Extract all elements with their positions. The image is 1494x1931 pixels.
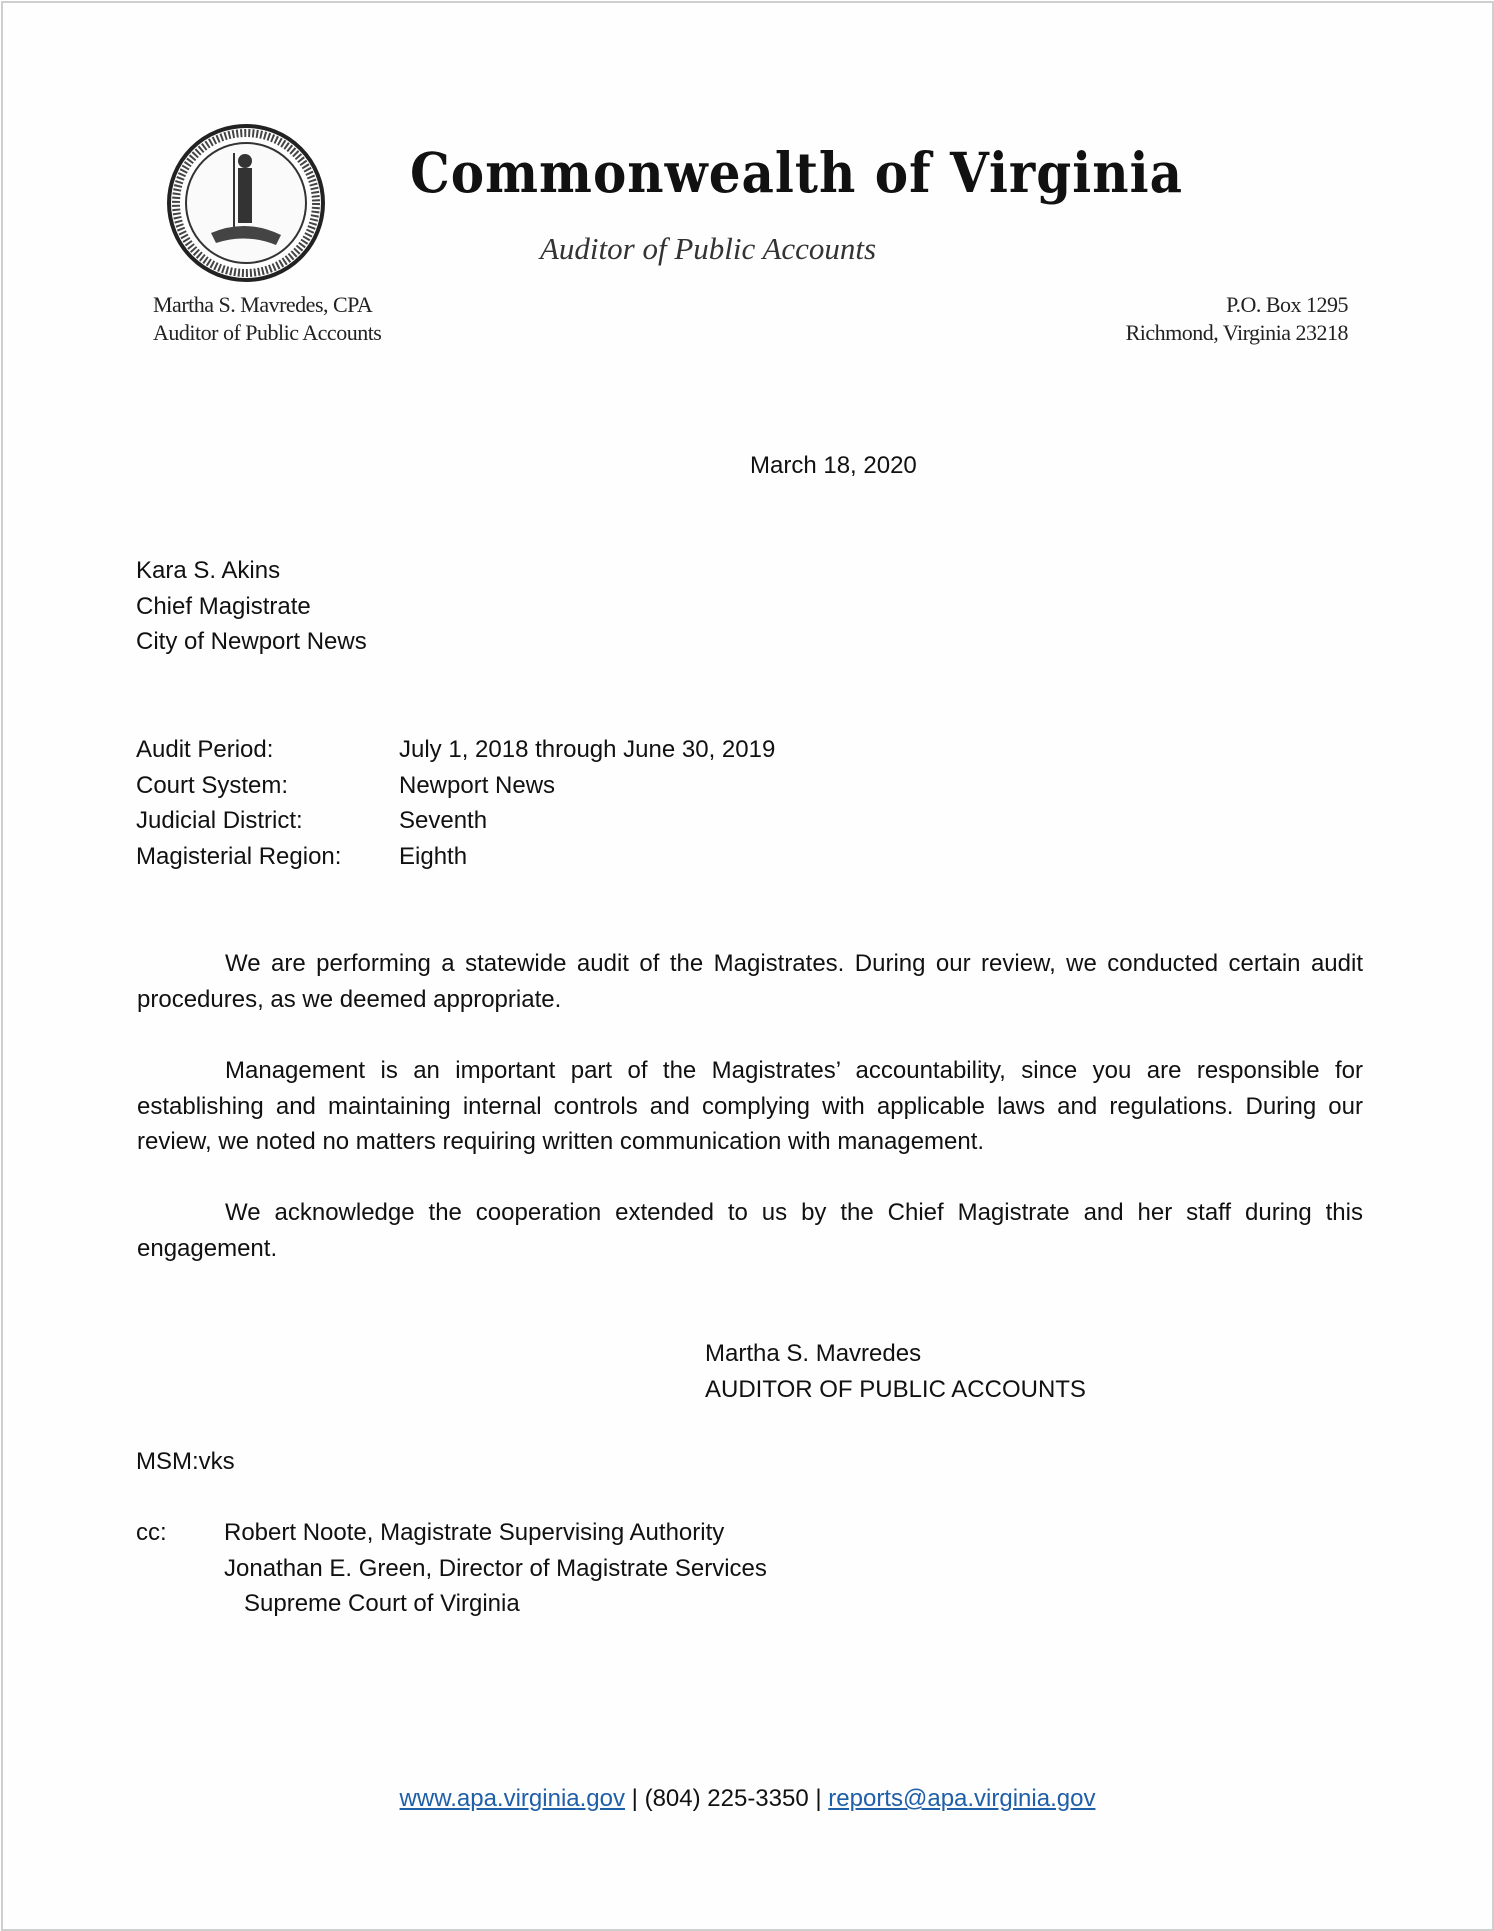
recipient-block [136, 553, 367, 660]
cc-list [224, 1515, 767, 1622]
body-paragraph: We are performing a statewide audit of the Magistrates. During our review, we conducted certain audit procedures, as we deemed appropriate. [137, 950, 1363, 1013]
auditor-name: Martha S. Mavredes, CPA [153, 292, 373, 317]
cc-line: Jonathan E. Green, Director of Magistrate Services [224, 1554, 767, 1582]
footer-separator: | [815, 1785, 822, 1812]
phone-number: (804) 225-3350 [644, 1785, 809, 1812]
detail-value: Eighth [399, 843, 468, 871]
detail-value: Seventh [399, 807, 488, 835]
detail-label: Court System: [136, 771, 289, 799]
detail-label: Audit Period: [136, 736, 274, 763]
detail-row [136, 768, 775, 804]
typist-initials: MSM:vks [136, 1448, 235, 1475]
detail-row [136, 732, 775, 768]
footer-separator: | [631, 1785, 638, 1812]
signer-title: AUDITOR OF PUBLIC ACCOUNTS [705, 1375, 1086, 1403]
recipient-location: City of Newport News [136, 628, 367, 656]
auditor-title: Auditor of Public Accounts [153, 320, 382, 345]
letter-date: March 18, 2020 [750, 452, 917, 479]
cc-line: Supreme Court of Virginia [244, 1590, 520, 1618]
cc-label: cc: [136, 1519, 167, 1546]
letterhead-title: Commonwealth of Virginia [410, 140, 1183, 205]
detail-value: Newport News [399, 771, 556, 799]
recipient-title: Chief Magistrate [136, 592, 311, 620]
city-state-zip: Richmond, Virginia 23218 [1125, 320, 1348, 345]
detail-value: July 1, 2018 through June 30, 2019 [399, 736, 776, 763]
email-link[interactable]: reports@apa.virginia.gov [828, 1785, 1096, 1812]
detail-row [136, 839, 775, 875]
letterhead-subtitle: Auditor of Public Accounts [540, 231, 877, 266]
detail-label: Judicial District: [136, 807, 303, 835]
recipient-name: Kara S. Akins [136, 557, 281, 584]
body-paragraph: Management is an important part of the Magistrates’ accountability, since you are responsible for establishing and maintaining internal controls and complying with applicable laws and regulations. During our review, we noted no matters requiring written communication with management. [137, 1057, 1363, 1156]
cc-line: Robert Noote, Magistrate Supervising Authority [224, 1519, 725, 1546]
letterhead-auditor-block [153, 291, 381, 347]
virginia-state-seal-logo [166, 123, 326, 283]
signer-name: Martha S. Mavredes [705, 1340, 922, 1367]
audit-details [136, 732, 775, 875]
detail-row [136, 803, 775, 839]
letterhead-address-block [1126, 291, 1348, 347]
body-paragraph: We acknowledge the cooperation extended to us by the Chief Magistrate and her staff during this engagement. [137, 1199, 1363, 1262]
signature-block [705, 1336, 1086, 1407]
detail-label: Magisterial Region: [136, 843, 342, 871]
po-box: P.O. Box 1295 [1226, 292, 1348, 317]
website-link[interactable]: www.apa.virginia.gov [399, 1785, 625, 1812]
letter-page [1, 1, 1494, 1931]
footer [3, 1781, 1492, 1817]
